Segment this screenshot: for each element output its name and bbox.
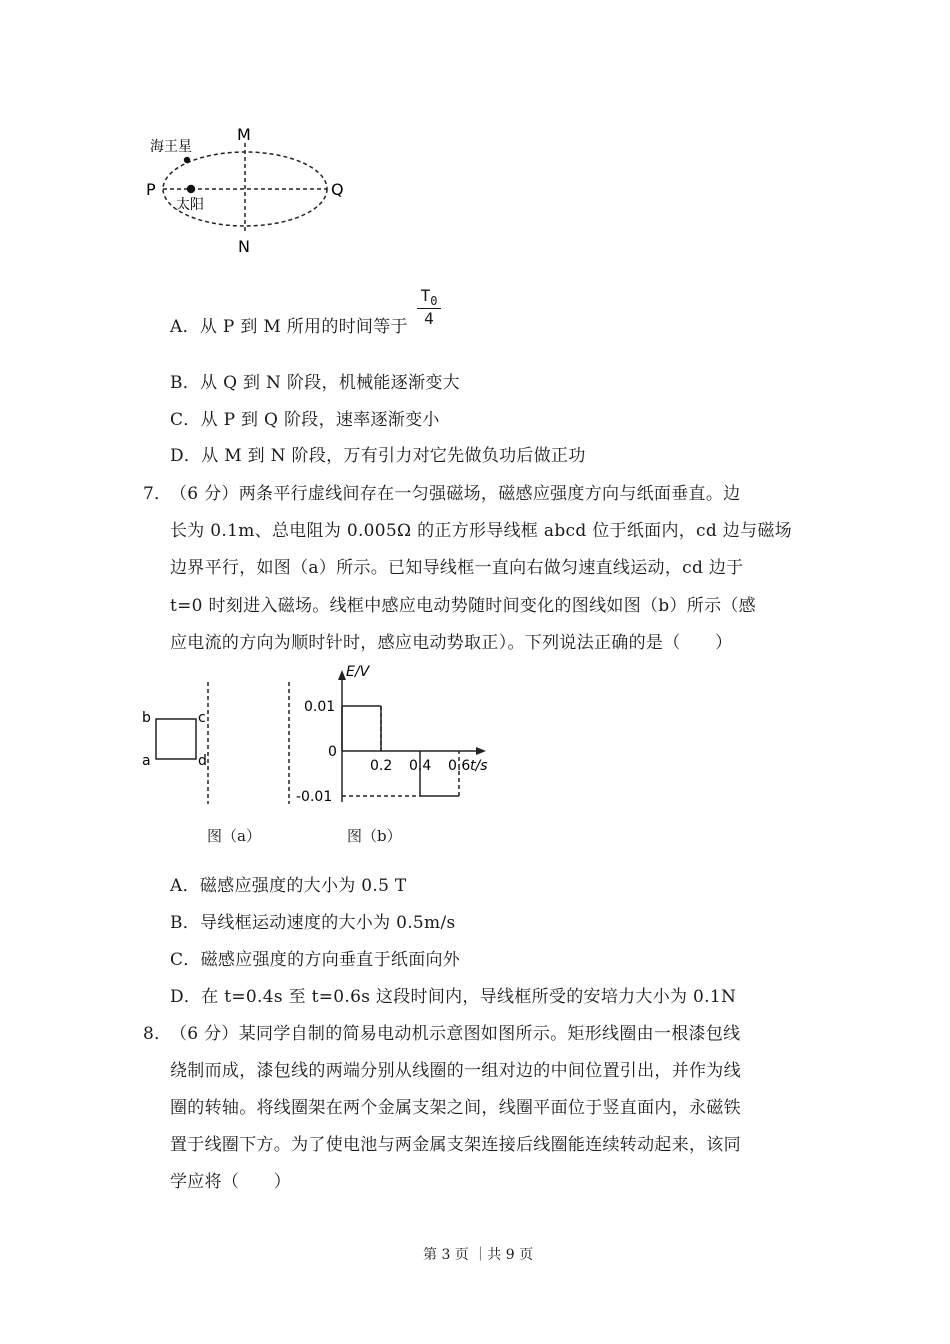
x-axis-arrow bbox=[476, 747, 486, 755]
q6-option-d: D．从 M 到 N 阶段，万有引力对它先做负功后做正功 bbox=[170, 446, 586, 466]
fraction-denominator: 4 bbox=[424, 309, 434, 329]
q7-option-a: A．磁感应强度的大小为 0.5 T bbox=[170, 876, 407, 896]
q7-line-2: 长为 0.1m、总电阻为 0.005Ω 的正方形导线框 abcd 位于纸面内，cd 边与磁场 bbox=[170, 521, 792, 541]
q8-line-4: 置于线圈下方。为了使电池与两金属支架连接后线圈能连续转动起来，该同 bbox=[170, 1135, 741, 1155]
x-tick-label: 0.4 bbox=[409, 758, 432, 774]
q8-number: 8． bbox=[143, 1024, 172, 1044]
q7-option-c: C．磁感应强度的方向垂直于纸面向外 bbox=[170, 950, 461, 970]
neptune-dot bbox=[184, 157, 190, 163]
page-footer: 第 3 页 ｜共 9 页 bbox=[423, 1247, 534, 1263]
q7-line-3: 边界平行，如图（a）所示。已知导线框一直向右做匀速直线运动，cd 边于 bbox=[170, 558, 744, 578]
q7-line-1: （6 分）两条平行虚线间存在一匀强磁场，磁感应强度方向与纸面垂直。边 bbox=[170, 484, 741, 504]
q6-option-a-text: A．从 P 到 M 所用的时间等于 bbox=[170, 317, 408, 337]
q7-option-b: B．导线框运动速度的大小为 0.5m/s bbox=[170, 913, 456, 933]
frame-label-c: c bbox=[198, 710, 206, 726]
wire-frame-abcd bbox=[156, 719, 196, 759]
point-m-label: M bbox=[237, 125, 251, 144]
orbit-figure bbox=[140, 125, 360, 260]
x-tick-label: 0.2 bbox=[370, 758, 393, 774]
q7-number: 7． bbox=[143, 484, 172, 504]
figure-b-caption: 图（b） bbox=[347, 827, 402, 845]
y-tick-label: 0 bbox=[328, 744, 337, 760]
y-tick-label: 0.01 bbox=[304, 699, 336, 715]
sun-dot bbox=[187, 185, 195, 193]
sun-label: 太阳 bbox=[176, 197, 204, 213]
frame-label-b: b bbox=[142, 710, 151, 726]
point-q-label: Q bbox=[331, 180, 344, 199]
q6-option-c: C．从 P 到 Q 阶段，速率逐渐变小 bbox=[170, 410, 440, 430]
q8-line-2: 绕制而成，漆包线的两端分别从线圈的一组对边的中间位置引出，并作为线 bbox=[170, 1061, 741, 1081]
x-axis-label: t/s bbox=[470, 758, 488, 774]
y-axis-arrow bbox=[338, 670, 346, 680]
figure-b-chart bbox=[280, 660, 490, 810]
q8-line-3: 圈的转轴。将线圈架在两个金属支架之间，线圈平面位于竖直面内，永磁铁 bbox=[170, 1098, 741, 1118]
neptune-label: 海王星 bbox=[150, 139, 192, 155]
point-n-label: N bbox=[238, 237, 250, 256]
q7-line-5: 应电流的方向为顺时针时，感应电动势取正）。下列说法正确的是（ ） bbox=[170, 633, 733, 653]
y-axis-label: E/V bbox=[346, 664, 370, 680]
figure-a-caption: 图（a） bbox=[207, 827, 261, 845]
q7-option-d: D．在 t=0.4s 至 t=0.6s 这段时间内，导线框所受的安培力大小为 0.1N bbox=[170, 987, 737, 1007]
fraction-numerator: $T_0$ bbox=[420, 286, 438, 309]
q8-line-5: 学应将（ ） bbox=[170, 1172, 292, 1192]
frame-label-a: a bbox=[142, 753, 151, 769]
figure-a bbox=[135, 678, 225, 808]
point-p-label: P bbox=[146, 180, 156, 199]
q6-option-b: B．从 Q 到 N 阶段，机械能逐渐变大 bbox=[170, 373, 460, 393]
q6-option-a bbox=[170, 315, 408, 339]
x-tick-label: 0.6 bbox=[448, 758, 471, 774]
q6-option-a-fraction bbox=[417, 286, 441, 328]
q8-line-1: （6 分）某同学自制的简易电动机示意图如图所示。矩形线圈由一根漆包线 bbox=[170, 1024, 741, 1044]
y-tick-label: -0.01 bbox=[296, 789, 333, 805]
q7-line-4: t=0 时刻进入磁场。线框中感应电动势随时间变化的图线如图（b）所示（感 bbox=[170, 596, 756, 616]
frame-label-d: d bbox=[198, 753, 207, 769]
